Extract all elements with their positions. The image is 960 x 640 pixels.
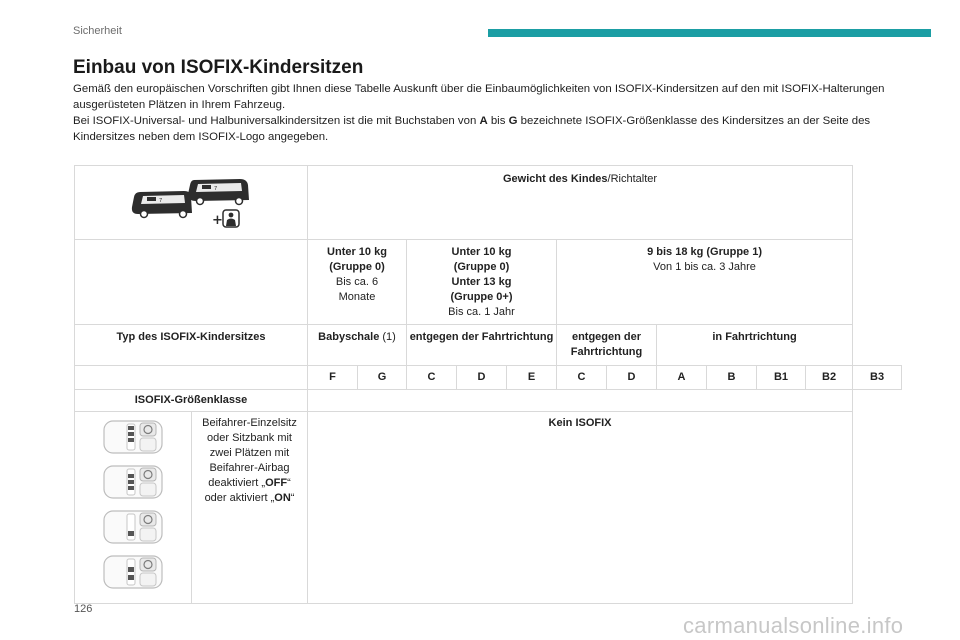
seat-desc-line: zwei Plätzen mit — [209, 447, 290, 459]
child-weight-label: Gewicht des Kindes — [503, 173, 608, 185]
group-weight: Unter 13 kg — [451, 276, 512, 288]
group-name: (Gruppe 0+) — [450, 291, 513, 303]
intro-paragraph-1: Gemäß den europäischen Vorschriften gibt Ihnen diese Tabelle Auskunft über die Einbaumöglichkeiten von ISOFIX-Kindersitzen auf den mit ISOFIX-Halterungen ausgerüsteten Plätzen in Ihrem Fahrzeug. — [73, 83, 885, 111]
group-0-baby-cell — [308, 240, 407, 325]
intro-text — [73, 81, 893, 145]
approx-age-label: /Richtalter — [607, 173, 658, 185]
empty-cell — [75, 366, 308, 390]
seat-desc-line: oder Sitzbank mit — [207, 432, 292, 444]
size-letter: B2 — [806, 366, 853, 390]
size-letter: B1 — [757, 366, 806, 390]
group-weight: Unter 10 kg — [327, 246, 387, 258]
seat-layout-passenger-diagram — [102, 509, 164, 545]
seat-desc-part: deaktiviert „ — [208, 477, 266, 489]
seat-layout-bench-diagram — [102, 464, 164, 500]
group-1-cell — [557, 240, 853, 325]
seat-desc-line: Beifahrer-Einzelsitz — [202, 417, 297, 429]
passenger-seat-description — [192, 412, 308, 604]
size-letter: D — [607, 366, 657, 390]
section-label: Sicherheit — [73, 25, 122, 37]
seat-desc-line — [194, 476, 305, 491]
seat-desc-part: “ — [287, 477, 291, 489]
type-babyschale: Babyschale — [318, 331, 380, 343]
group-weight: 9 bis 18 kg (Gruppe 1) — [647, 246, 762, 258]
intro-p2-letter-a: A — [479, 115, 488, 127]
svg-text:+: + — [212, 213, 223, 228]
vehicle-isofix-icon — [128, 176, 254, 228]
group-name: (Gruppe 0) — [329, 261, 385, 273]
type-rearward-cell: entgegen der Fahrtrichtung — [407, 325, 557, 366]
airbag-off-label: OFF — [265, 477, 288, 489]
empty-cell — [75, 240, 308, 325]
seat-desc-part: oder aktiviert „ — [204, 492, 275, 504]
seat-layout-single-seat-diagram — [102, 419, 164, 455]
seat-type-label: Typ des ISOFIX-Kindersitzes — [75, 325, 308, 366]
child-weight-header — [308, 166, 853, 240]
seat-desc-part: “ — [290, 492, 295, 504]
isofix-table — [74, 165, 902, 604]
group-age: Von 1 bis ca. 3 Jahre — [653, 261, 756, 273]
size-letter: B — [707, 366, 757, 390]
page-title: Einbau von ISOFIX-Kindersitzen — [73, 57, 364, 78]
type-rearward-cell-2: entgegen der Fahrtrichtung — [557, 325, 657, 366]
intro-p2-part: bezeichnete ISOFIX-Größenklasse des Kindersitzes an der Seite des Kindersitzes neben dem ISOFIX-Logo angegeben. — [73, 115, 871, 143]
seat-diagrams-cell — [75, 412, 192, 604]
size-letter: B3 — [853, 366, 902, 390]
group-0-plus-cell — [407, 240, 557, 325]
group-age: Monate — [338, 291, 376, 303]
intro-p2-part: bis — [487, 115, 509, 127]
page-number: 126 — [74, 603, 93, 615]
type-babyschale-cell — [308, 325, 407, 366]
size-letter: C — [407, 366, 457, 390]
size-letter: E — [507, 366, 557, 390]
size-letter: C — [557, 366, 607, 390]
size-letter: G — [358, 366, 407, 390]
no-isofix-cell: Kein ISOFIX — [308, 412, 853, 604]
header-accent-bar — [488, 29, 931, 37]
size-letter: D — [457, 366, 507, 390]
type-note: (1) — [379, 331, 396, 343]
size-letter: A — [657, 366, 707, 390]
seat-layout-bench-passenger-diagram — [102, 554, 164, 590]
seat-desc-line — [194, 491, 305, 506]
empty-cell — [308, 390, 853, 412]
group-weight: Unter 10 kg — [451, 246, 512, 258]
group-age: Bis ca. 1 Jahr — [448, 306, 515, 318]
type-forward-cell: in Fahrtrichtung — [657, 325, 853, 366]
svg-text:7: 7 — [159, 198, 163, 204]
size-class-label: ISOFIX-Größenklasse — [75, 390, 308, 412]
vehicle-icon-cell — [75, 166, 308, 240]
intro-p2-letter-g: G — [508, 115, 518, 127]
watermark-text: carmanualsonline.info — [683, 613, 904, 638]
group-age: Bis ca. 6 — [335, 276, 379, 288]
group-name: (Gruppe 0) — [453, 261, 510, 273]
svg-text:7: 7 — [214, 186, 218, 192]
intro-p2-part: Bei ISOFIX-Universal- und Halbuniversalkindersitzen ist die mit Buchstaben von — [73, 115, 480, 127]
size-letter: F — [308, 366, 358, 390]
intro-paragraph-2 — [73, 113, 893, 145]
seat-desc-line: Beifahrer-Airbag — [209, 462, 290, 474]
airbag-on-label: ON — [274, 492, 291, 504]
